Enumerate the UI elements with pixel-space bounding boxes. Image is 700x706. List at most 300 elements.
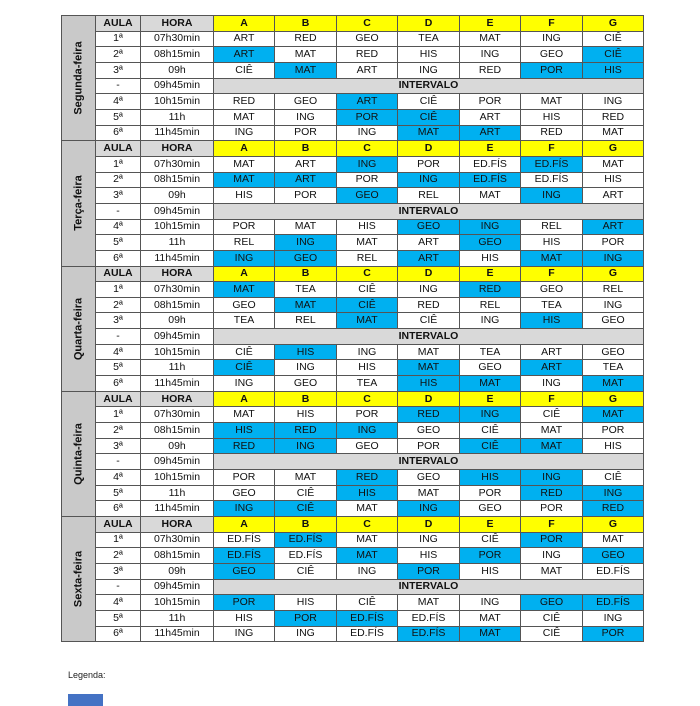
lesson-row [62,595,644,611]
class-header-a: A [214,16,275,32]
lesson-row [62,438,644,454]
aula-number: 1ª [96,532,141,548]
subject-cell: GEO [214,563,275,579]
subject-cell: CIÊ [521,626,583,642]
subject-cell: POR [521,62,583,78]
lesson-row [62,423,644,439]
lesson-time: 09h [141,563,214,579]
lesson-time: 11h45min [141,125,214,141]
lesson-row [62,282,644,298]
subject-cell: ED.FÍS [460,172,521,188]
day-name: Quinta-feira [72,423,84,485]
subject-cell: GEO [214,297,275,313]
class-header-e: E [460,16,521,32]
subject-cell: HIS [583,438,644,454]
lesson-row [62,470,644,486]
lesson-row [62,548,644,564]
subject-cell: ED.FÍS [460,156,521,172]
class-header-e: E [460,391,521,407]
class-header-a: A [214,266,275,282]
subject-cell: MAT [275,47,337,63]
lesson-row [62,376,644,392]
class-header-a: A [214,517,275,533]
timetable-body [62,16,644,642]
subject-cell: ART [583,219,644,235]
subject-cell: MAT [583,407,644,423]
subject-cell: ING [460,47,521,63]
lesson-row [62,125,644,141]
lesson-time: 11h [141,360,214,376]
class-header-g: G [583,266,644,282]
lesson-time: 09h [141,188,214,204]
subject-cell: HIS [214,610,275,626]
subject-cell: MAT [583,532,644,548]
subject-cell: RED [398,297,460,313]
subject-cell: MAT [337,501,398,517]
subject-cell: HIS [521,109,583,125]
subject-cell: ING [521,470,583,486]
subject-cell: POR [521,532,583,548]
lesson-row [62,172,644,188]
subject-cell: HIS [460,250,521,266]
hora-header: HORA [141,141,214,157]
aula-number: - [96,78,141,94]
subject-cell: RED [337,47,398,63]
subject-cell: REL [214,235,275,251]
subject-cell: ING [398,501,460,517]
class-header-d: D [398,391,460,407]
class-header-b: B [275,141,337,157]
subject-cell: TEA [521,297,583,313]
aula-number: 3ª [96,188,141,204]
subject-cell: REL [398,188,460,204]
lesson-row [62,501,644,517]
break-row [62,454,644,470]
class-header-d: D [398,266,460,282]
subject-cell: ING [583,94,644,110]
break-row [62,78,644,94]
subject-cell: GEO [275,94,337,110]
lesson-time: 08h15min [141,47,214,63]
subject-cell: ED.FÍS [275,548,337,564]
lesson-row [62,297,644,313]
subject-cell: ING [337,125,398,141]
subject-cell: CIÊ [521,610,583,626]
subject-cell: HIS [583,62,644,78]
subject-cell: MAT [337,532,398,548]
lesson-time: 09h [141,313,214,329]
subject-cell: ING [583,297,644,313]
subject-cell: ING [337,344,398,360]
subject-cell: HIS [398,548,460,564]
subject-cell: MAT [460,610,521,626]
subject-cell: RED [583,501,644,517]
subject-cell: GEO [583,313,644,329]
subject-cell: RED [214,94,275,110]
subject-cell: POR [583,626,644,642]
day-label-cell [62,141,96,266]
subject-cell: GEO [398,423,460,439]
subject-cell: ART [521,360,583,376]
subject-cell: ING [521,31,583,47]
subject-cell: ING [583,610,644,626]
weekly-timetable [61,15,644,642]
aula-header: AULA [96,266,141,282]
subject-cell: REL [337,250,398,266]
aula-number: 2ª [96,172,141,188]
break-label: INTERVALO [214,203,644,219]
lesson-time: 09h45min [141,203,214,219]
subject-cell: REL [521,219,583,235]
subject-cell: ART [214,47,275,63]
subject-cell: MAT [583,156,644,172]
class-header-f: F [521,391,583,407]
aula-number: 3ª [96,438,141,454]
subject-cell: ING [214,250,275,266]
subject-cell: CIÊ [460,423,521,439]
lesson-time: 07h30min [141,407,214,423]
lesson-time: 11h45min [141,250,214,266]
lesson-time: 07h30min [141,31,214,47]
subject-cell: POR [337,109,398,125]
subject-cell: GEO [337,188,398,204]
aula-number: 3ª [96,313,141,329]
aula-number: 4ª [96,470,141,486]
lesson-time: 11h45min [141,376,214,392]
subject-cell: MAT [460,31,521,47]
class-header-e: E [460,517,521,533]
lesson-time: 10h15min [141,219,214,235]
subject-cell: ING [583,485,644,501]
class-header-d: D [398,141,460,157]
subject-cell: MAT [214,172,275,188]
subject-cell: MAT [460,626,521,642]
subject-cell: ING [214,125,275,141]
lesson-time: 10h15min [141,470,214,486]
subject-cell: MAT [521,438,583,454]
hora-header: HORA [141,391,214,407]
lesson-time: 08h15min [141,548,214,564]
subject-cell: RED [583,109,644,125]
subject-cell: CIÊ [337,297,398,313]
subject-cell: MAT [583,376,644,392]
day-label-cell [62,266,96,391]
lesson-row [62,532,644,548]
subject-cell: TEA [583,360,644,376]
subject-cell: POR [214,219,275,235]
day-label-cell [62,391,96,516]
subject-cell: ING [337,156,398,172]
subject-cell: HIS [583,172,644,188]
class-header-c: C [337,266,398,282]
subject-cell: ART [521,344,583,360]
subject-cell: ED.FÍS [337,626,398,642]
legend-label: Legenda: [68,670,106,680]
subject-cell: GEO [275,376,337,392]
class-header-g: G [583,16,644,32]
subject-cell: ING [521,548,583,564]
class-header-d: D [398,517,460,533]
lesson-row [62,188,644,204]
subject-cell: GEO [275,250,337,266]
subject-cell: POR [460,548,521,564]
day-label-cell [62,16,96,141]
class-header-d: D [398,16,460,32]
lesson-row [62,610,644,626]
aula-number: 3ª [96,563,141,579]
subject-cell: ART [275,172,337,188]
aula-number: 5ª [96,485,141,501]
lesson-time: 11h [141,610,214,626]
subject-cell: MAT [214,407,275,423]
class-header-f: F [521,266,583,282]
lesson-time: 08h15min [141,297,214,313]
break-row [62,579,644,595]
lesson-time: 09h45min [141,579,214,595]
subject-cell: ART [460,125,521,141]
day-label-cell [62,517,96,642]
lesson-row [62,563,644,579]
legend-color-swatch [68,694,103,706]
subject-cell: MAT [214,282,275,298]
subject-cell: RED [275,423,337,439]
subject-cell: RED [460,62,521,78]
aula-number: 4ª [96,595,141,611]
subject-cell: HIS [275,344,337,360]
aula-number: 6ª [96,250,141,266]
aula-header: AULA [96,16,141,32]
class-header-f: F [521,517,583,533]
subject-cell: HIS [398,47,460,63]
subject-cell: CIÊ [214,360,275,376]
subject-cell: REL [275,313,337,329]
class-header-b: B [275,391,337,407]
lesson-time: 11h [141,235,214,251]
subject-cell: CIÊ [583,31,644,47]
subject-cell: MAT [337,313,398,329]
subject-cell: ART [337,94,398,110]
subject-cell: POR [398,563,460,579]
aula-number: - [96,203,141,219]
lesson-time: 07h30min [141,532,214,548]
day-name: Sexta-feira [72,550,84,608]
subject-cell: CIÊ [460,438,521,454]
lesson-time: 10h15min [141,94,214,110]
subject-cell: POR [275,610,337,626]
aula-number: 6ª [96,376,141,392]
aula-number: 4ª [96,94,141,110]
subject-cell: HIS [521,235,583,251]
aula-number: 4ª [96,344,141,360]
subject-cell: ING [275,438,337,454]
subject-cell: ING [275,360,337,376]
lesson-row [62,219,644,235]
subject-cell: RED [521,485,583,501]
subject-cell: ED.FÍS [214,532,275,548]
class-header-f: F [521,141,583,157]
subject-cell: ING [275,235,337,251]
subject-cell: HIS [521,313,583,329]
break-row [62,329,644,345]
aula-number: 2ª [96,297,141,313]
aula-number: 2ª [96,423,141,439]
subject-cell: ING [460,407,521,423]
subject-cell: CIÊ [214,344,275,360]
subject-cell: CIÊ [583,47,644,63]
subject-cell: POR [275,188,337,204]
subject-cell: ING [275,626,337,642]
subject-cell: CIÊ [460,532,521,548]
subject-cell: GEO [583,344,644,360]
break-label: INTERVALO [214,329,644,345]
subject-cell: TEA [214,313,275,329]
subject-cell: GEO [521,282,583,298]
subject-cell: GEO [521,47,583,63]
subject-cell: ED.FÍS [398,626,460,642]
lesson-time: 07h30min [141,156,214,172]
subject-cell: GEO [398,470,460,486]
subject-cell: TEA [337,376,398,392]
lesson-time: 09h45min [141,78,214,94]
day-name: Quarta-feira [72,297,84,360]
subject-cell: ING [521,188,583,204]
class-header-g: G [583,517,644,533]
subject-cell: ING [398,282,460,298]
subject-cell: POR [214,595,275,611]
aula-number: 6ª [96,125,141,141]
aula-number: 4ª [96,219,141,235]
day-header-row [62,517,644,533]
aula-number: - [96,579,141,595]
subject-cell: ING [398,532,460,548]
aula-number: 1ª [96,407,141,423]
aula-number: 1ª [96,31,141,47]
subject-cell: ING [460,595,521,611]
day-header-row [62,391,644,407]
lesson-time: 11h45min [141,626,214,642]
class-header-b: B [275,266,337,282]
subject-cell: TEA [398,31,460,47]
lesson-row [62,407,644,423]
subject-cell: RED [398,407,460,423]
subject-cell: CIÊ [337,595,398,611]
subject-cell: CIÊ [398,313,460,329]
subject-cell: CIÊ [398,94,460,110]
subject-cell: MAT [398,344,460,360]
subject-cell: MAT [275,470,337,486]
subject-cell: ING [214,501,275,517]
aula-number: 6ª [96,626,141,642]
subject-cell: GEO [521,595,583,611]
class-header-f: F [521,16,583,32]
subject-cell: ED.FÍS [398,610,460,626]
class-header-c: C [337,517,398,533]
aula-number: 5ª [96,109,141,125]
lesson-row [62,626,644,642]
subject-cell: ING [460,313,521,329]
subject-cell: GEO [214,485,275,501]
subject-cell: POR [275,125,337,141]
subject-cell: MAT [214,109,275,125]
subject-cell: GEO [337,31,398,47]
subject-cell: CIÊ [398,109,460,125]
lesson-time: 08h15min [141,172,214,188]
subject-cell: ING [398,62,460,78]
lesson-row [62,485,644,501]
subject-cell: ART [398,250,460,266]
class-header-c: C [337,141,398,157]
aula-number: 3ª [96,62,141,78]
break-label: INTERVALO [214,454,644,470]
subject-cell: POR [398,156,460,172]
subject-cell: HIS [460,470,521,486]
subject-cell: ING [521,376,583,392]
subject-cell: HIS [275,407,337,423]
subject-cell: MAT [460,188,521,204]
subject-cell: ED.FÍS [583,563,644,579]
lesson-row [62,94,644,110]
aula-header: AULA [96,517,141,533]
class-header-b: B [275,517,337,533]
subject-cell: ART [337,62,398,78]
subject-cell: MAT [275,219,337,235]
subject-cell: POR [460,94,521,110]
subject-cell: HIS [337,485,398,501]
subject-cell: MAT [337,548,398,564]
subject-cell: CIÊ [337,282,398,298]
subject-cell: RED [337,470,398,486]
hora-header: HORA [141,16,214,32]
lesson-row [62,344,644,360]
break-label: INTERVALO [214,579,644,595]
subject-cell: POR [583,423,644,439]
class-header-c: C [337,391,398,407]
subject-cell: ART [214,31,275,47]
subject-cell: POR [337,407,398,423]
subject-cell: MAT [460,376,521,392]
subject-cell: ED.FÍS [583,595,644,611]
subject-cell: MAT [583,125,644,141]
subject-cell: GEO [398,219,460,235]
class-header-c: C [337,16,398,32]
subject-cell: ART [460,109,521,125]
subject-cell: MAT [337,235,398,251]
subject-cell: POR [214,470,275,486]
subject-cell: POR [521,501,583,517]
class-header-a: A [214,141,275,157]
lesson-time: 11h [141,109,214,125]
subject-cell: RED [275,31,337,47]
day-header-row [62,141,644,157]
lesson-row [62,47,644,63]
subject-cell: RED [214,438,275,454]
subject-cell: ED.FÍS [275,532,337,548]
lesson-row [62,235,644,251]
subject-cell: ING [583,250,644,266]
subject-cell: GEO [460,360,521,376]
subject-cell: CIÊ [583,470,644,486]
lesson-time: 07h30min [141,282,214,298]
aula-number: - [96,454,141,470]
subject-cell: ED.FÍS [521,156,583,172]
subject-cell: ART [275,156,337,172]
subject-cell: MAT [398,125,460,141]
lesson-row [62,250,644,266]
subject-cell: CIÊ [275,485,337,501]
lesson-time: 11h [141,485,214,501]
subject-cell: HIS [337,219,398,235]
subject-cell: MAT [521,250,583,266]
